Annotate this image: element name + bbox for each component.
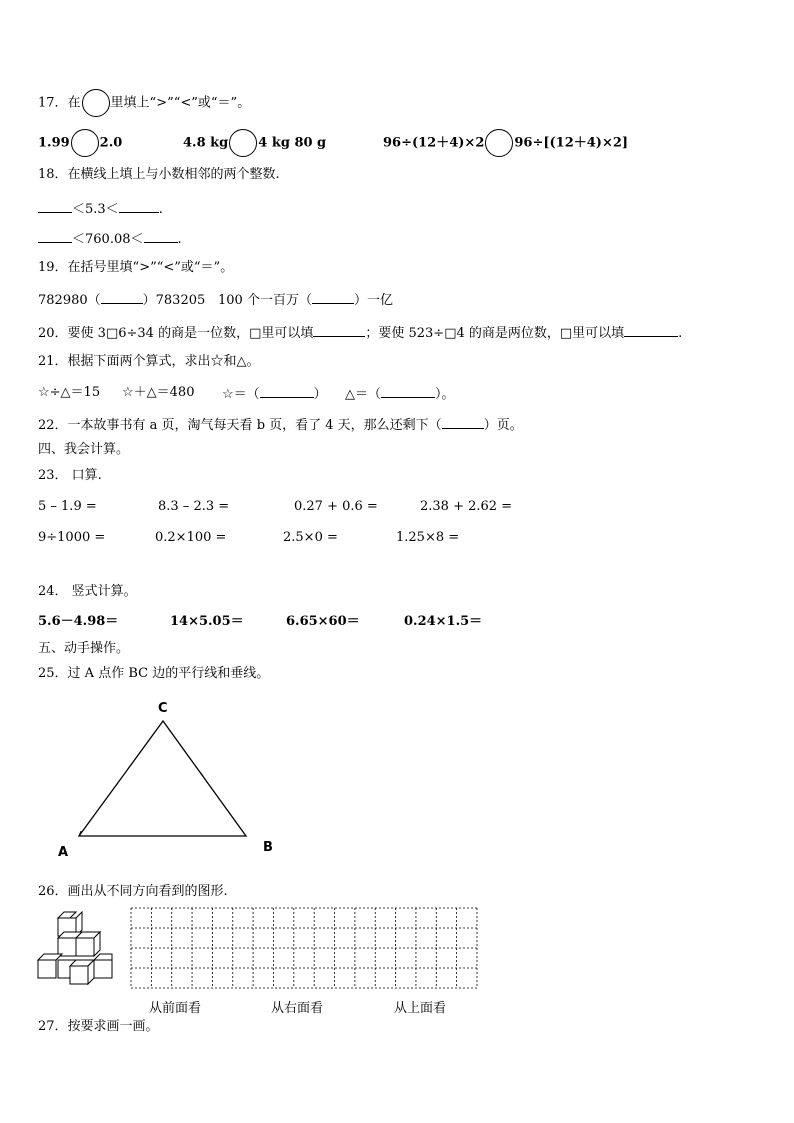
q18-line2-end: . bbox=[177, 232, 182, 247]
q24-c1: 5.6－4.98＝ bbox=[38, 614, 119, 629]
q25-title: 25．过 A 点作 BC 边的平行线和垂线。 bbox=[38, 666, 270, 681]
q19-title: 19．在括号里填“>”“<”或“＝”。 bbox=[38, 260, 234, 275]
q17-title-a: 17．在 bbox=[38, 95, 81, 111]
q17-item1-left: 1.99 bbox=[38, 135, 70, 151]
q23-r1-c2: 8.3 – 2.3 = bbox=[158, 499, 230, 514]
q20-part1: 20．要使 3□6÷34 的商是一位数，□里可以填 bbox=[38, 326, 314, 341]
cube-face bbox=[94, 960, 112, 978]
vertex-label-b: B bbox=[263, 840, 273, 855]
q18-line2-mid: ＜760.08＜ bbox=[72, 232, 144, 247]
vertex-label-a: A bbox=[58, 845, 69, 860]
q22-text-right: ）页。 bbox=[483, 418, 523, 433]
q24-c3: 6.65×60＝ bbox=[286, 614, 360, 629]
q20-part2: ；要使 523÷□4 的商是两位数，□里可以填 bbox=[365, 326, 625, 341]
cube-face bbox=[38, 960, 56, 978]
q26-title: 26．画出从不同方向看到的图形. bbox=[38, 884, 228, 899]
q23-r2-c3: 2.5×0 = bbox=[283, 530, 338, 545]
q20-part3: . bbox=[678, 326, 683, 341]
caption-right: 从右面看 bbox=[271, 1001, 324, 1016]
q24-c4: 0.24×1.5＝ bbox=[404, 614, 483, 629]
caption-top: 从上面看 bbox=[394, 1001, 447, 1016]
q23-r2-c4: 1.25×8 = bbox=[396, 530, 460, 545]
cube-face bbox=[58, 938, 76, 956]
q18-line1-end: . bbox=[158, 202, 163, 217]
q22-text-left: 22．一本故事书有 a 页，淘气每天看 b 页，看了 4 天，那么还剩下（ bbox=[38, 418, 442, 433]
q23-r2-c1: 9÷1000 = bbox=[38, 530, 106, 545]
cube-face bbox=[76, 938, 94, 956]
cubes-figure bbox=[36, 910, 116, 990]
q27-title: 27．按要求画一画。 bbox=[38, 1019, 159, 1034]
q21-ans2-left: △＝（ bbox=[345, 387, 381, 402]
q21-ans2-right: ）。 bbox=[435, 387, 455, 402]
q19-item2-left: 100 个一百万（ bbox=[218, 293, 312, 308]
q18-title: 18．在横线上填上与小数相邻的两个整数. bbox=[38, 167, 280, 182]
q17-item3-left: 96÷(12＋4)×2 bbox=[383, 135, 485, 151]
section-4-heading: 四、我会计算。 bbox=[38, 442, 130, 457]
q23-r1-c1: 5 – 1.9 = bbox=[38, 499, 97, 514]
cube-face bbox=[58, 912, 76, 918]
cube-face bbox=[38, 954, 62, 960]
drawing-grid[interactable] bbox=[130, 907, 480, 991]
q17-item2-left: 4.8 kg bbox=[183, 135, 229, 151]
cube-face bbox=[70, 966, 88, 984]
q18-line1-mid: ＜5.3＜ bbox=[72, 202, 119, 217]
q23-r2-c2: 0.2×100 = bbox=[155, 530, 227, 545]
q23-r1-c4: 2.38 + 2.62 = bbox=[420, 499, 513, 514]
q24-c2: 14×5.05＝ bbox=[170, 614, 244, 629]
q21-eq2: ☆＋△＝480 bbox=[122, 385, 195, 400]
cube-face bbox=[94, 954, 112, 960]
q19-item2-right: ）一亿 bbox=[353, 293, 393, 308]
section-5-heading: 五、动手操作。 bbox=[38, 641, 130, 656]
caption-front: 从前面看 bbox=[149, 1001, 202, 1016]
q21-eq1: ☆÷△＝15 bbox=[38, 385, 101, 400]
q21-title: 21．根据下面两个算式，求出☆和△。 bbox=[38, 354, 260, 369]
q19-item1-right: ）783205 bbox=[142, 293, 206, 308]
q24-title: 24． 竖式计算。 bbox=[38, 584, 137, 599]
q17-item3-right: 96÷[(12＋4)×2] bbox=[514, 135, 629, 151]
triangle-abc bbox=[79, 721, 246, 836]
q17-title-b: 里填上“>”“<”或“＝”。 bbox=[110, 95, 251, 111]
q21-ans1-right: ） bbox=[313, 387, 327, 402]
q17-item2-right: 4 kg 80 g bbox=[258, 135, 327, 151]
q23-r1-c3: 0.27 + 0.6 = bbox=[294, 499, 378, 514]
q23-title: 23． 口算. bbox=[38, 468, 102, 483]
q19-item1-left: 782980（ bbox=[38, 293, 101, 308]
q17-item1-right: 2.0 bbox=[99, 135, 123, 151]
vertex-label-c: C bbox=[158, 701, 168, 716]
q21-ans1-left: ☆＝（ bbox=[222, 387, 260, 402]
